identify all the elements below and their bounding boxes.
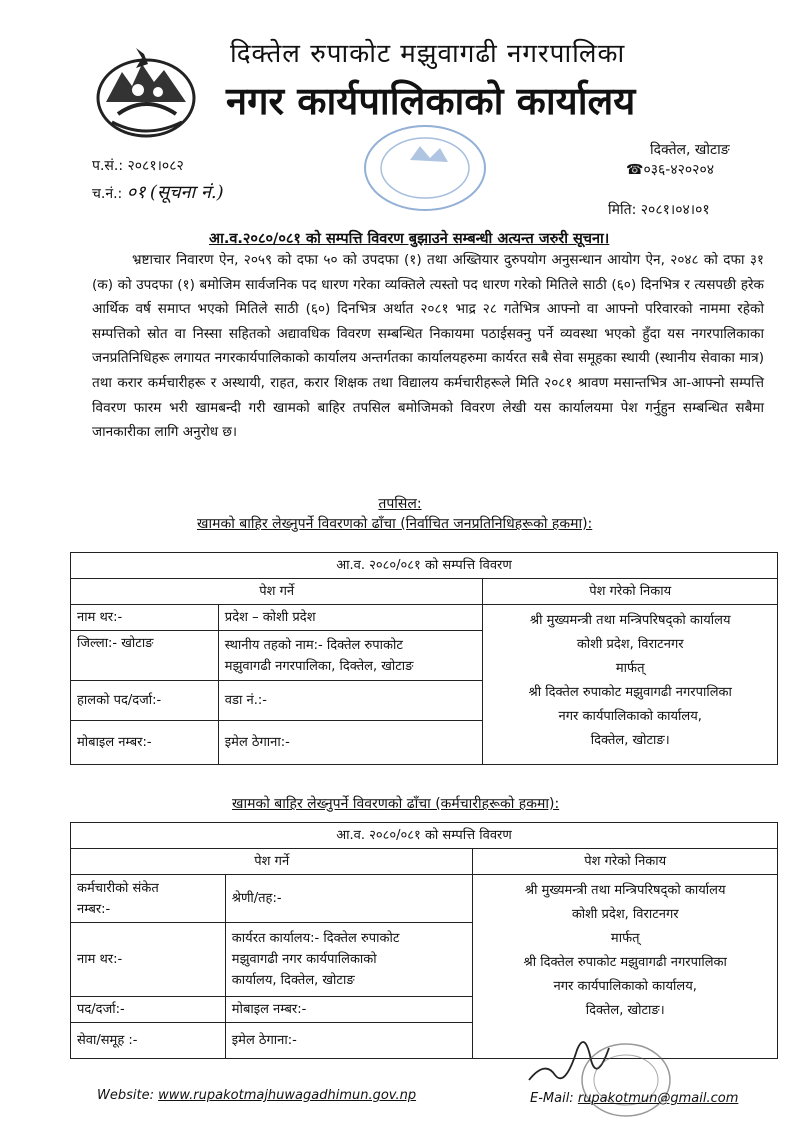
- table-cell: इमेल ठेगाना:-: [218, 721, 483, 765]
- agency-line: श्री मुख्यमन्त्री तथा मन्त्रिपरिषद्को कार्यालय: [529, 613, 731, 628]
- agency-line: श्री मुख्यमन्त्री तथा मन्त्रिपरिषद्को कार्यालय: [524, 883, 726, 898]
- table1-caption: खामको बाहिर लेख्नुपर्ने विवरणको ढाँचा (निर्वाचित जनप्रतिनिधिहरूको हकमा):: [197, 516, 593, 532]
- table-cell: मोबाइल नम्बर:-: [71, 721, 219, 765]
- ref-value: २०८१।०८२: [127, 158, 184, 174]
- date-label: मिति:: [608, 202, 637, 218]
- agency-line: नगर कार्यपालिकाको कार्यालय,: [553, 979, 697, 994]
- table2-col-submit: पेश गर्ने: [71, 849, 473, 875]
- notice-subject: आ.व.२०८०/०८१ को सम्पत्ति विवरण बुझाउने सम्बन्धी अत्यन्त जरुरी सूचना।: [209, 231, 610, 247]
- table1-col-agency: पेश गरेको निकाय: [483, 579, 778, 605]
- table-cell: मोबाइल नम्बर:-: [225, 997, 473, 1023]
- website-label: Website:: [97, 1088, 154, 1103]
- table-cell: जिल्ला:- खोटाङ: [71, 631, 219, 681]
- municipality-name: दिक्तेल रुपाकोट मझुवागढी नगरपालिका: [230, 39, 626, 69]
- table1-envelope-format: [70, 552, 778, 765]
- office-seal-icon: [360, 120, 490, 216]
- dispatch-note: (सूचना नं.): [149, 182, 224, 203]
- cell-line: कार्यरत कार्यालय:- दिक्तेल रुपाकोट: [231, 931, 400, 946]
- agency-line: मार्फत्: [610, 931, 640, 946]
- table1-agency-cell: [483, 605, 778, 765]
- table2-caption: खामको बाहिर लेख्नुपर्ने विवरणको ढाँचा (कर्मचारीहरूको हकमा):: [232, 796, 560, 812]
- notice-date: [608, 200, 710, 219]
- dispatch-value: ०१: [126, 182, 146, 203]
- office-location: दिक्तेल, खोटाङ: [650, 142, 730, 158]
- table-cell: वडा नं.:-: [218, 681, 483, 721]
- agency-line: दिक्तेल, खोटाङ।: [585, 1003, 665, 1018]
- agency-line: दिक्तेल, खोटाङ।: [590, 733, 670, 748]
- table-cell: श्रेणी/तह:-: [225, 875, 473, 923]
- email-label: E-Mail:: [530, 1091, 574, 1106]
- agency-line: कोशी प्रदेश, विराटनगर: [576, 637, 684, 652]
- table-cell: नाम थर:-: [71, 923, 226, 997]
- agency-line: श्री दिक्तेल रुपाकोट मझुवागढी नगरपालिका: [528, 685, 732, 700]
- notice-body: भ्रष्टाचार निवारण ऐन, २०५९ को दफा ५० को उपदफा (१) तथा अख्तियार दुरुपयोग अनुसन्धान आयोग ऐन, २०४८ को दफा ३१ (क) को उपदफा (१) बमोजिम सार्वजनिक पद धारण गरेका व्यक्तिले त्यस्तो पद धारण गरेको मितिले साठी (६०) दिनभित्र र त्यसपछी हरेक आर्थिक वर्ष समाप्त भएको मितिले साठी (६०) दिनभित्र अर्थात २०८१ भाद्र २८ गतेभित्र आफ्नो वा आफ्नो परिवारको नाममा रहेको सम्पत्तिको स्रोत वा निस्सा सहितको अद्यावधिक विवरण सम्बन्धित निकायमा पठाईसक्नु पर्ने व्यवस्था भएको हुँदा यस नगरपालिकाका जनप्रतिनिधिहरू लगायत नगरकार्यपालिकाको कार्यालय अन्तर्गतका कार्यालयहरुमा कार्यरत सबै सेवा समूहका स्थायी (स्थानीय सेवाका मात्र) तथा करार कर्मचारीहरू र अस्थायी, राहत, करार शिक्षक तथा विद्यालय कर्मचारीहरूले मिति २०८१ श्रावण मसान्तभित्र आ-आफ्नो सम्पत्ति विवरण फारम भरी खामबन्दी गरी खामको बाहिर तपसिल बमोजिमको विवरण लेखी यस कार्यालयमा पेश गर्नुहुन सम्बन्धित सबैमा जानकारीका लागि अनुरोध छ।: [92, 252, 764, 441]
- table-cell: नाम थर:-: [71, 605, 219, 631]
- table1-title: आ.व. २०८०/०८१ को सम्पत्ति विवरण: [71, 553, 778, 579]
- cell-line: स्थानीय तहको नाम:- दिक्तेल रुपाकोट: [224, 637, 403, 653]
- table-cell: [225, 923, 473, 997]
- ref-label: प.सं.:: [92, 158, 124, 174]
- table2-col-agency: पेश गरेको निकाय: [473, 849, 778, 875]
- table-cell: इमेल ठेगाना:-: [225, 1023, 473, 1059]
- table-cell: [218, 631, 483, 681]
- website-link[interactable]: www.rupakotmajhuwagadhimun.gov.np: [158, 1088, 417, 1103]
- dispatch-number: [92, 180, 224, 204]
- cell-line: कार्यालय, दिक्तेल, खोटाङ: [231, 973, 355, 988]
- date-value: २०८१।०४।०१: [640, 202, 710, 218]
- dispatch-label: च.नं.:: [92, 186, 123, 202]
- cell-line: नम्बर:-: [77, 901, 111, 917]
- tapsil-heading: तपसिल:: [378, 496, 422, 512]
- agency-line: श्री दिक्तेल रुपाकोट मझुवागढी नगरपालिका: [523, 955, 727, 970]
- footer-email: [530, 1091, 738, 1106]
- office-name: नगर कार्यपालिकाको कार्यालय: [226, 79, 636, 123]
- agency-line: कोशी प्रदेश, विराटनगर: [571, 907, 679, 922]
- table-cell: [71, 875, 226, 923]
- footer-website: [97, 1088, 416, 1103]
- table-cell: प्रदेश – कोशी प्रदेश: [218, 605, 483, 631]
- cell-line: मझुवागढी नगरपालिका, दिक्तेल, खोटाङ: [224, 658, 414, 674]
- nepal-emblem-icon: [92, 42, 200, 140]
- agency-line: मार्फत्: [615, 661, 645, 676]
- office-phone: ☎०३६-४२०२०४: [626, 162, 715, 178]
- reference-number: [92, 156, 184, 175]
- table-cell: हालको पद/दर्जा:-: [71, 681, 219, 721]
- table1-col-submit: पेश गर्ने: [71, 579, 483, 605]
- email-link[interactable]: rupakotmun@gmail.com: [577, 1091, 739, 1106]
- table2-title: आ.व. २०८०/०८१ को सम्पत्ति विवरण: [71, 823, 778, 849]
- agency-line: नगर कार्यपालिकाको कार्यालय,: [558, 709, 702, 724]
- table-cell: सेवा/समूह :-: [71, 1023, 226, 1059]
- cell-line: मझुवागढी नगर कार्यपालिकाको: [231, 952, 377, 967]
- cell-line: कर्मचारीको संकेत: [77, 880, 159, 896]
- table-cell: पद/दर्जा:-: [71, 997, 226, 1023]
- round-stamp-icon: [578, 1040, 673, 1120]
